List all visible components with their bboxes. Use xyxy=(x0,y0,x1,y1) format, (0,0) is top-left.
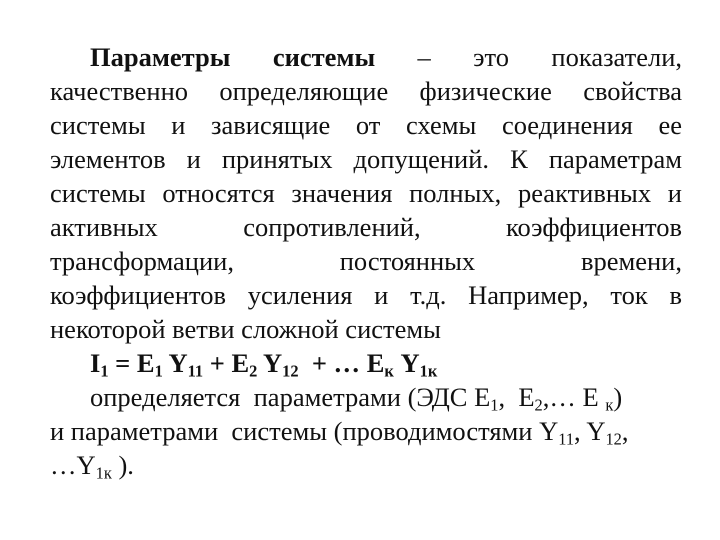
text-line-7: трансформации, постоянных времени, xyxy=(50,246,682,276)
text-line-1 xyxy=(90,40,682,74)
subscript: 12 xyxy=(605,429,622,449)
formula-subscript: 11 xyxy=(187,361,204,381)
formula-subscript: 2 xyxy=(249,361,258,381)
formula-current: I xyxy=(90,348,101,378)
text-fragment: ). xyxy=(111,450,134,480)
text-line-9: некоторой ветви сложной системы xyxy=(50,314,441,344)
formula-subscript: 1 xyxy=(154,361,163,381)
text-fragment: , xyxy=(621,416,629,446)
text-fragment: ,… E xyxy=(542,382,606,412)
formula-line xyxy=(90,346,682,380)
text-line-4: элементов и принятых допущений. К параметрам xyxy=(50,144,682,174)
subscript: к xyxy=(605,395,614,415)
formula-admittance: Y xyxy=(393,348,420,378)
text-line-3: системы и зависящие от схемы соединения ее xyxy=(50,110,682,140)
formula-plus: + xyxy=(203,348,232,378)
text-fragment: ) xyxy=(613,382,623,412)
formula-emf: E xyxy=(366,348,385,378)
formula-admittance: Y xyxy=(162,348,188,378)
text-line-2: качественно определяющие физические свойства xyxy=(50,76,682,106)
text-fragment: и параметрами системы (проводимостями Y xyxy=(50,416,559,446)
formula-subscript: к xyxy=(384,361,394,381)
formula-plus-ellipsis: + … xyxy=(298,348,367,378)
formula-emf: E xyxy=(231,348,250,378)
formula-equals: = xyxy=(108,348,137,378)
text-fragment: , Y xyxy=(574,416,606,446)
text-line-8: коэффициентов усиления и т.д. Например, ток в xyxy=(50,280,682,310)
subscript: 1 xyxy=(490,395,499,415)
text-line-13 xyxy=(50,448,682,482)
formula-subscript: 12 xyxy=(282,361,299,381)
text-fragment: – это показатели, xyxy=(417,42,682,72)
text-line-6: активных сопротивлений, коэффициентов xyxy=(50,212,682,242)
text-fragment: определяется параметрами (ЭДС E xyxy=(90,382,491,412)
text-fragment: …Y xyxy=(50,450,96,480)
formula-subscript: 1 xyxy=(100,361,109,381)
subscript: 11 xyxy=(558,429,575,449)
text-line-11 xyxy=(90,380,682,414)
formula-admittance: Y xyxy=(257,348,283,378)
term-highlight: Параметры системы xyxy=(90,42,376,72)
text-line-12 xyxy=(50,414,682,448)
subscript: 2 xyxy=(534,395,543,415)
text-fragment: , E xyxy=(498,382,535,412)
text-line-5: системы относятся значения полных, реактивных и xyxy=(50,178,682,208)
formula-emf: E xyxy=(136,348,155,378)
formula-subscript: 1к xyxy=(419,361,438,381)
subscript: 1к xyxy=(95,463,112,483)
